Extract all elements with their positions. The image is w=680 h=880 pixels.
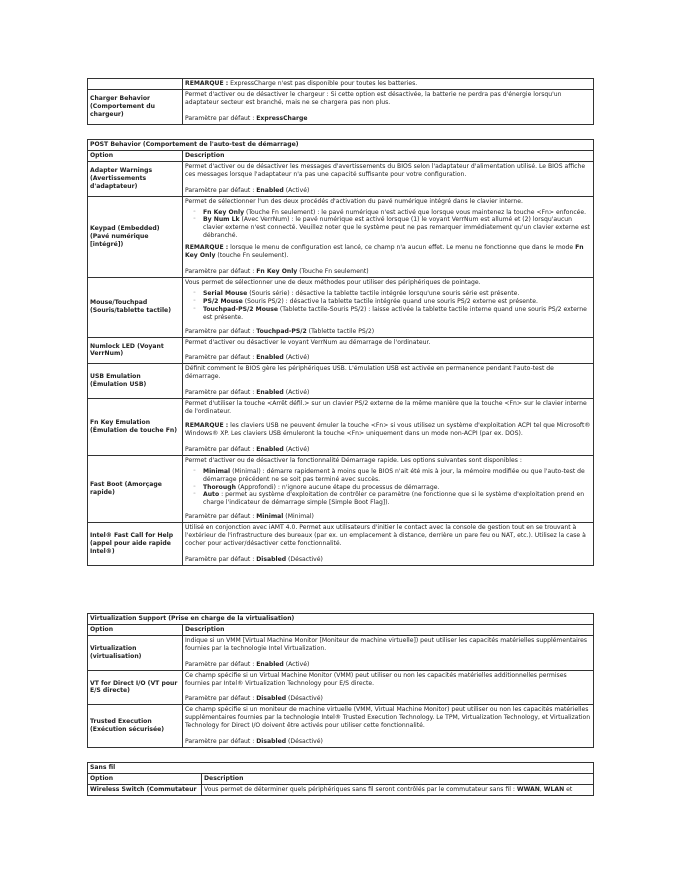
- table-row: Fn Key Emulation (Émulation de touche Fn) Permet d'utiliser la touche <Arrêt défil.> sur un clavier PS/2 externe de la même manière que la touche <Fn> sur le clavier interne de l'ordinateur. REMARQUE : les claviers USB ne peuvent émuler la touche <Fn> si vous utilisez un système d'exploitation ACPI tel que Microsoft® Windows® XP. Les claviers USB émuleront la touche <Fn> uniquement dans un mode non-ACPI (par ex. DOS). Paramètre par défaut : Enabled (Activé): [88, 399, 594, 456]
- default-value: Touchpad-PS/2: [256, 327, 307, 335]
- column-header-option: Option: [88, 150, 183, 161]
- default-value: Enabled: [256, 445, 284, 453]
- table-title: Virtualization Support (Prise en charge de la virtualisation): [88, 614, 594, 625]
- table-row: Charger Behavior (Comportement du chargeur) Permet d'activer ou de désactiver le chargeur : Si cette option est désactivée, la batterie ne perdra pas d'énergie lorsqu'un adaptateur secteur est branché, mais ne se chargera pas non plus. Paramètre par défaut : ExpressCharge: [88, 90, 594, 125]
- option-cell: Fast Boot (Amorçage rapide): [88, 455, 183, 522]
- table-row: Fast Boot (Amorçage rapide) Permet d'activer ou de désactiver la fonctionnalité Démarrage rapide. Les options suivantes sont disponibles : ◦ Minimal (Minimal) : démarre rapidement à moins que le BIOS n'ait été mis à jour, la mémoire modifiée ou que l'auto-test de démarrage précédent ne se soit pas terminé avec succès. ◦ Thorough (Approfondi) : n'ignore aucune étape du processus de démarrage. ◦ Auto : permet au système d'exploitation de contrôler ce paramètre (ne fonctionne que si le système d'exploitation prend en charge l'indicateur de démarrage simple [Simple Boot Flag]). Paramètre par défaut : Minimal (Minimal): [88, 455, 594, 522]
- list-item: ◦ PS/2 Mouse (Souris PS/2) : désactive la tablette tactile intégrée quand une souris PS/2 externe est présente.: [203, 298, 591, 306]
- column-header-option: Option: [88, 624, 183, 635]
- option-cell: USB Emulation (Émulation USB): [88, 364, 183, 399]
- table-title: POST Behavior (Comportement de l'auto-test de démarrage): [88, 140, 594, 151]
- table-row: Keypad (Embedded) (Pavé numérique [intégré]) Permet de sélectionner l'un des deux procédés d'activation du pavé numérique intégré dans le clavier interne. ◦ Fn Key Only (Touche Fn seulement) : le pavé numérique n'est activé que lorsque vous maintenez la touche <Fn> enfoncée. ◦ By Num Lk (Avec VerrNum) : le pavé numérique est activé lorsque (1) le voyant VerrNum est allumé et (2) lorsqu'aucun clavier externe n'est connecté. Veuillez noter que le système peut ne pas remarquer immédiatement qu'un clavier externe est débranché. REMARQUE : lorsque le menu de configuration est lancé, ce champ n'a aucun effet. Le menu ne fonctionne que dans le mode Fn Key Only (touche Fn seulement). Paramètre par défaut : Fn Key Only (Touche Fn seulement): [88, 196, 594, 277]
- column-header-description: Description: [202, 773, 594, 784]
- table-row: Adapter Warnings (Avertissements d'adaptateur) Permet d'activer ou de désactiver les messages d'avertissements du BIOS selon l'adaptateur d'alimentation utilisé. Le BIOS affiche ces messages lorsque l'adaptateur n'a pas une capacité suffisante pour votre configuration. Paramètre par défaut : Enabled (Activé): [88, 161, 594, 196]
- table-row: Mouse/Touchpad (Souris/tablette tactile) Vous permet de sélectionner une de deux méthodes pour utiliser des périphériques de pointage. ◦ Serial Mouse (Souris série) : désactive la tablette tactile intégrée lorsqu'une souris série est présente. ◦ PS/2 Mouse (Souris PS/2) : désactive la tablette tactile intégrée quand une souris PS/2 externe est présente. ◦ Touchpad-PS/2 Mouse (Tablette tactile-Souris PS/2) : laisse activée la tablette tactile interne quand une souris PS/2 externe est présente. Paramètre par défaut : Touchpad-PS/2 (Tablette tactile PS/2): [88, 277, 594, 337]
- list-item: ◦ By Num Lk (Avec VerrNum) : le pavé numérique est activé lorsque (1) le voyant VerrNum est allumé et (2) lorsqu'aucun clavier externe n'est connecté. Veuillez noter que le système peut ne pas remarquer immédiatement qu'un clavier externe est débranché.: [203, 216, 591, 240]
- option-cell: VT for Direct I/O (VT pour E/S directe): [88, 670, 183, 705]
- column-header-description: Description: [183, 150, 594, 161]
- option-list: [185, 290, 591, 322]
- default-value: Minimal: [256, 513, 284, 521]
- list-item: ◦ Serial Mouse (Souris série) : désactive la tablette tactile intégrée lorsqu'une souris série est présente.: [203, 290, 591, 298]
- option-cell: Mouse/Touchpad (Souris/tablette tactile): [88, 277, 183, 337]
- option-list: [185, 209, 591, 241]
- default-value: Fn Key Only: [256, 268, 298, 276]
- default-value: Disabled: [256, 738, 287, 746]
- option-cell: Keypad (Embedded) (Pavé numérique [intégré]): [88, 196, 183, 277]
- remarque-text: ExpressCharge n'est pas disponible pour toutes les batteries.: [228, 80, 418, 87]
- list-item: ◦ Touchpad-PS/2 Mouse (Tablette tactile-Souris PS/2) : laisse activée la tablette tactile interne quand une souris PS/2 externe est présente.: [203, 306, 591, 322]
- option-cell: Intel® Fast Call for Help (appel pour aide rapide Intel®): [88, 523, 183, 566]
- wireless-table: [87, 762, 594, 796]
- table-row: [88, 79, 594, 90]
- list-item: ◦ Auto : permet au système d'exploitation de contrôler ce paramètre (ne fonctionne que si le système d'exploitation prend en charge l'indicateur de démarrage simple [Simple Boot Flag]).: [203, 491, 591, 507]
- list-item: ◦ Minimal (Minimal) : démarre rapidement à moins que le BIOS n'ait été mis à jour, la mémoire modifiée ou que l'auto-test de démarrage précédent ne se soit pas terminé avec succès.: [203, 468, 591, 484]
- default-value: Disabled: [256, 695, 287, 703]
- table-row: Wireless Switch (Commutateur Vous permet de déterminer quels périphériques sans fil seront contrôlés par le commutateur sans fil : WWAN, WLAN et: [88, 784, 594, 795]
- table-title: Sans fil: [88, 763, 594, 774]
- default-value: Enabled: [256, 389, 284, 397]
- post-behavior-table: [87, 139, 594, 566]
- list-item: ◦ Thorough (Approfondi) : n'ignore aucune étape du processus de démarrage.: [203, 484, 591, 492]
- default-value: Enabled: [256, 354, 284, 362]
- table-row: Numlock LED (Voyant VerrNum) Permet d'activer ou désactiver le voyant VerrNum au démarrage de l'ordinateur. Paramètre par défaut : Enabled (Activé): [88, 337, 594, 364]
- table-row: Virtualization (virtualisation) Indique si un VMM [Virtual Machine Monitor [Moniteur de machine virtuelle]) peut utiliser les capacités matérielles supplémentaires fournies par la technologie Intel Virtualization. Paramètre par défaut : Enabled (Activé): [88, 635, 594, 670]
- charger-table: [87, 78, 594, 125]
- option-cell: Virtualization (virtualisation): [88, 635, 183, 670]
- default-value: ExpressCharge: [256, 114, 308, 122]
- virtualization-table: [87, 613, 594, 748]
- column-header-description: Description: [183, 624, 594, 635]
- list-item: ◦ Fn Key Only (Touche Fn seulement) : le pavé numérique n'est activé que lorsque vous maintenez la touche <Fn> enfoncée.: [203, 209, 591, 217]
- option-list: [185, 468, 591, 508]
- remarque-label: REMARQUE :: [185, 80, 229, 87]
- table-row: VT for Direct I/O (VT pour E/S directe) Ce champ spécifie si un Virtual Machine Monitor (VMM) peut utiliser ou non les capacités matérielles additionnelles permises fournies par Intel® Virtualization Technology pour E/S directe. Paramètre par défaut : Disabled (Désactivé): [88, 670, 594, 705]
- column-header-option: Option: [88, 773, 202, 784]
- table-row: USB Emulation (Émulation USB) Définit comment le BIOS gère les périphériques USB. L'émulation USB est activée en permanence pendant l'auto-test de démarrage. Paramètre par défaut : Enabled (Activé): [88, 364, 594, 399]
- description: Permet d'activer ou de désactiver le chargeur : Si cette option est désactivée, la batterie ne perdra pas d'énergie lorsqu'un adaptateur secteur est branché, mais ne se chargera pas non plus.: [185, 91, 562, 106]
- default-value: Disabled: [256, 555, 287, 563]
- option-cell: Trusted Execution (Exécution sécurisée): [88, 705, 183, 748]
- default-value: Enabled: [256, 660, 284, 668]
- option-cell: Wireless Switch (Commutateur: [88, 784, 202, 795]
- option-cell: Fn Key Emulation (Émulation de touche Fn): [88, 399, 183, 456]
- option-cell: Numlock LED (Voyant VerrNum): [88, 337, 183, 364]
- option-cell: Adapter Warnings (Avertissements d'adaptateur): [88, 161, 183, 196]
- table-row: Intel® Fast Call for Help (appel pour aide rapide Intel®) Utilisé en conjonction avec iAMT 4.0. Permet aux utilisateurs d'initier le contact avec la console de gestion tout en se trouvant à l'extérieur de l'infrastructure des bureaux (par ex. un emplacement à distance, derrière un pare feu ou NAT, etc.). Utilisez la case à cocher pour activer/désactiver cette fonctionnalité. Paramètre par défaut : Disabled (Désactivé): [88, 523, 594, 566]
- default-value: Enabled: [256, 186, 284, 194]
- option-cell: Charger Behavior (Comportement du chargeur): [88, 90, 183, 125]
- table-row: Trusted Execution (Exécution sécurisée) Ce champ spécifie si un moniteur de machine virtuelle (VMM, Virtual Machine Monitor) peut utiliser ou non les capacités matérielles supplémentaires fournies par la technologie Intel® Trusted Execution Technology. Le TPM, Virtualization Technology, et Virtualization Technology for Direct I/O doivent être activés pour utiliser cette fonctionnalité. Paramètre par défaut : Disabled (Désactivé): [88, 705, 594, 748]
